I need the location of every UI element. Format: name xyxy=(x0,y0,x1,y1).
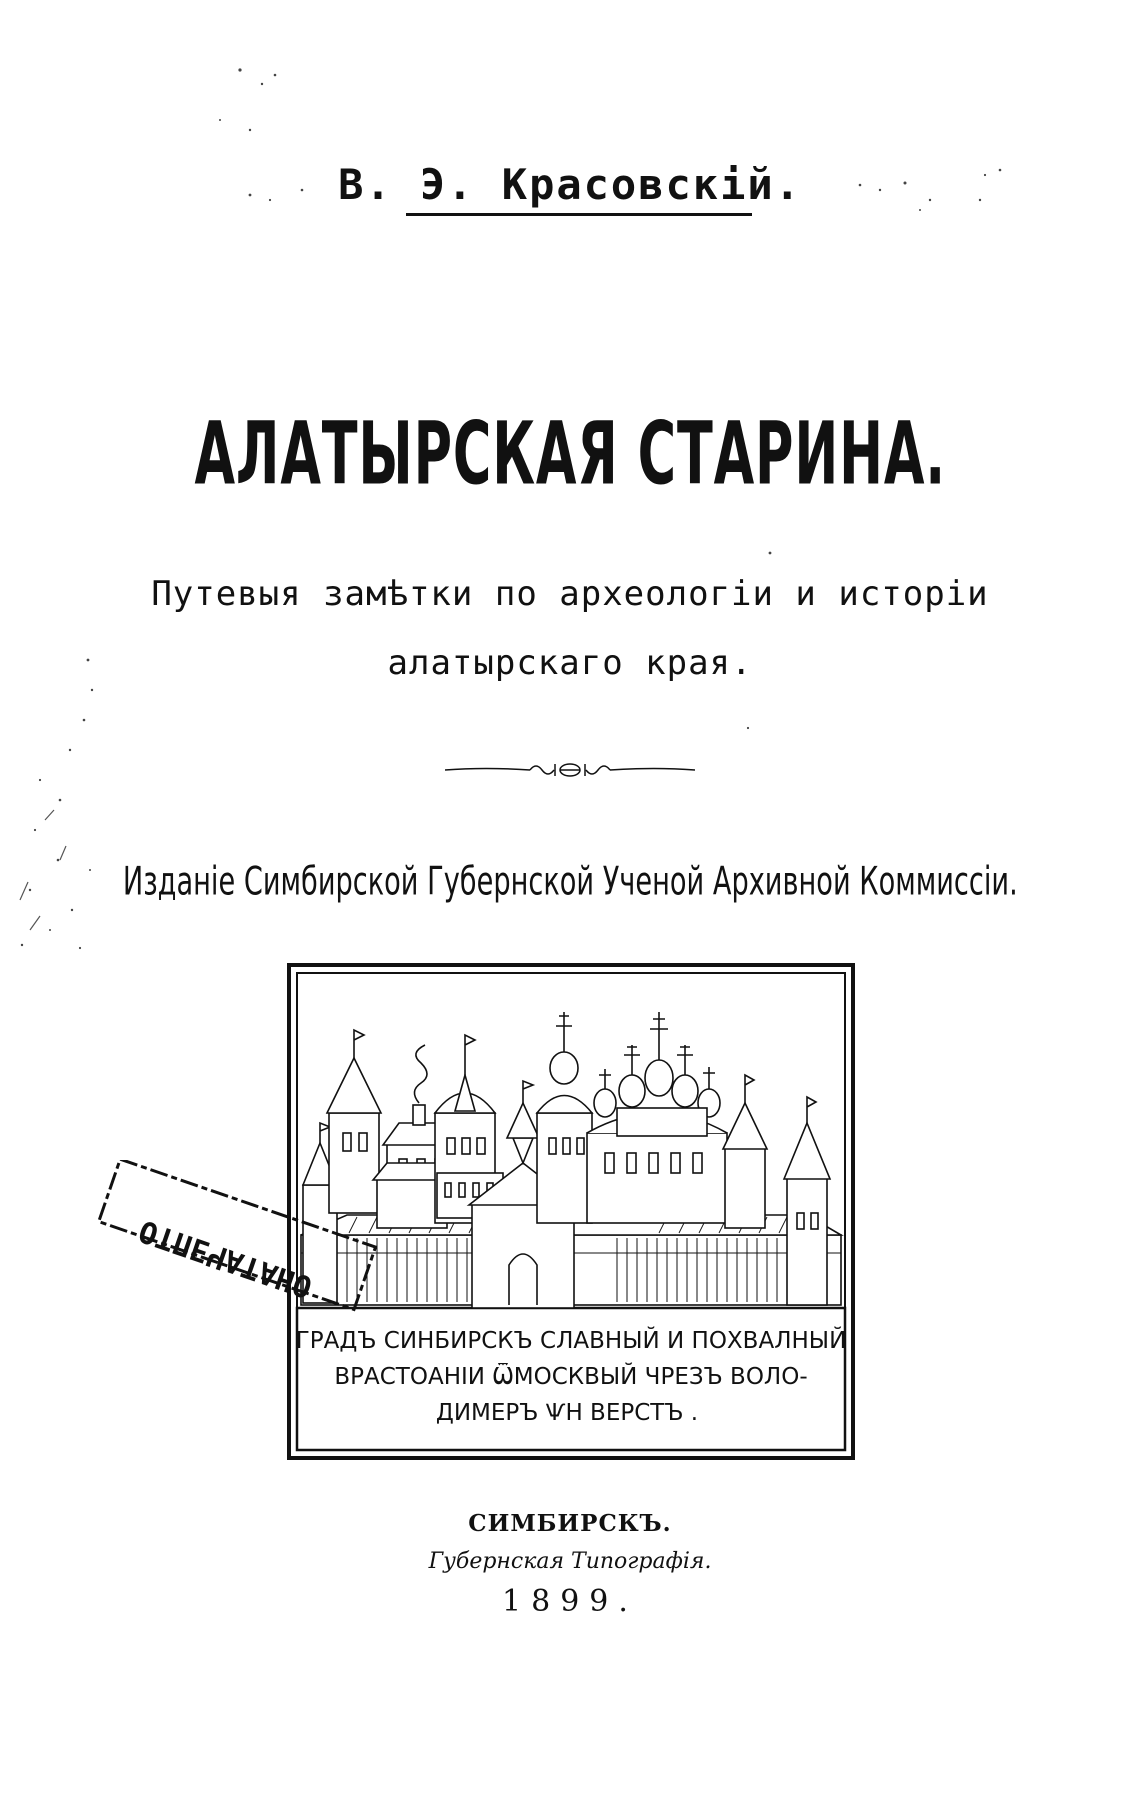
imprint-press: Губернская Типографія. xyxy=(428,1549,712,1574)
ornament-divider xyxy=(445,755,695,785)
book-title xyxy=(0,405,1140,505)
engraving-caption-line-3: ДИМЕРЪ ѰН ВЕРСТЪ . xyxy=(435,1400,699,1426)
engraving-caption-line-2: ВРАСТОАНІИ ѾМОСКВЫЙ ЧРЕЗЪ ВОЛО- xyxy=(334,1364,808,1390)
edition-note xyxy=(0,859,1140,905)
imprint-year: 1899. xyxy=(502,1584,638,1619)
subtitle-line-1: Путевыя замѣтки по археологіи и исторіи xyxy=(151,574,989,614)
library-stamp xyxy=(82,1160,382,1320)
edition-note-text: Изданіе Симбирской Губернской Ученой Архивной Коммиссіи. xyxy=(122,859,1018,905)
engraving-caption-line-1: ГРАДЪ СИНБИРСКЪ СЛАВНЫЙ И ПОХВАЛНЫЙ xyxy=(295,1328,847,1354)
stamp-text: ОТПЕЧАТАНО xyxy=(134,1212,317,1305)
author-name: В. Э. Красовскій. xyxy=(338,160,802,209)
imprint-city: СИМБИРСКЪ. xyxy=(468,1510,672,1537)
author-underline xyxy=(406,213,752,216)
book-title-text: АЛАТЫРСКАЯ СТАРИНА. xyxy=(194,405,946,505)
subtitle-line-2: алатырскаго края. xyxy=(387,643,753,683)
